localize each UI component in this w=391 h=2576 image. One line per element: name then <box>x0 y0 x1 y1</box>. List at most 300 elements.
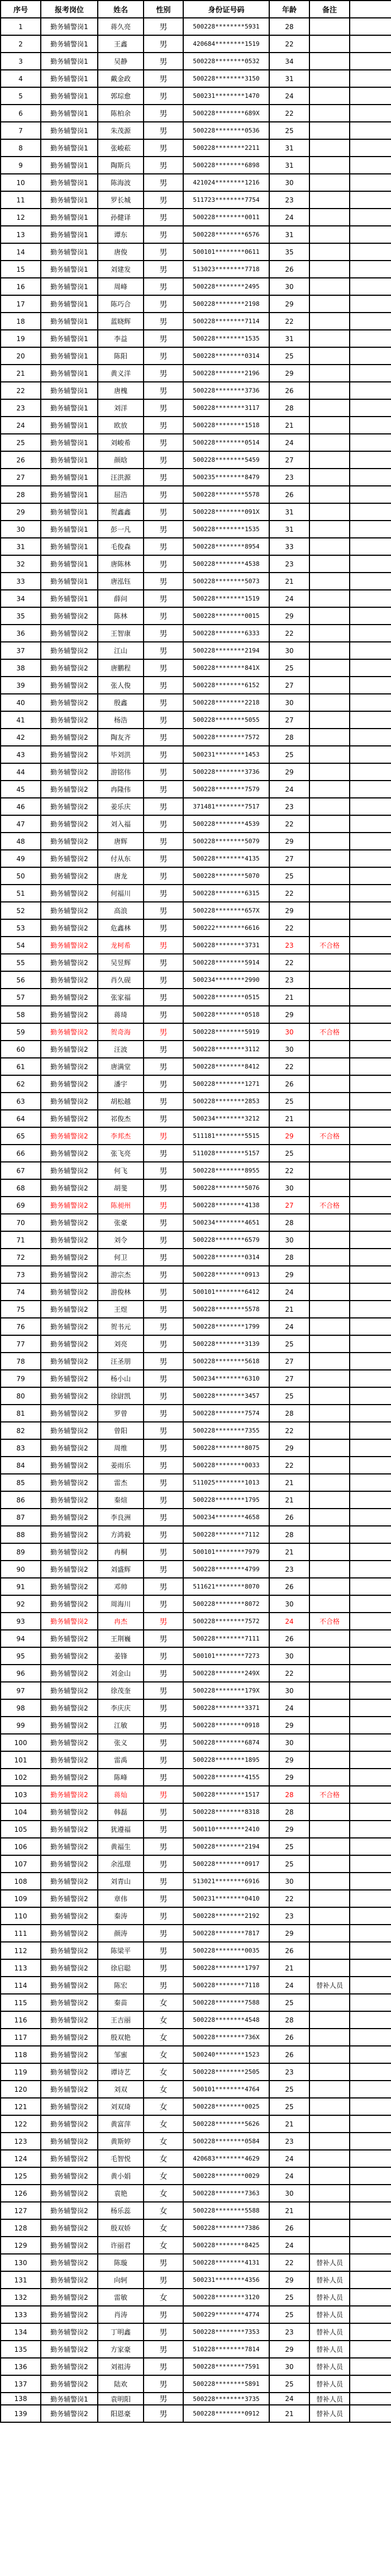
cell-remark <box>309 434 350 451</box>
cell-remark <box>309 1058 350 1075</box>
cell-name: 李庆庆 <box>98 1699 144 1717</box>
cell-remark <box>309 1942 350 1959</box>
cell-blank <box>350 347 391 365</box>
cell-id-number: 500228********7572 <box>183 729 269 746</box>
cell-blank <box>350 763 391 781</box>
cell-remark <box>309 2167 350 2185</box>
cell-gender: 男 <box>144 1682 183 1699</box>
cell-age: 25 <box>269 1855 309 1873</box>
cell-age: 23 <box>269 469 309 486</box>
header-row <box>1 1 391 18</box>
cell-serial: 107 <box>1 1855 41 1873</box>
cell-gender: 男 <box>144 1751 183 1769</box>
cell-gender: 男 <box>144 1491 183 1509</box>
cell-name: 陈柏余 <box>98 105 144 122</box>
cell-remark <box>309 209 350 226</box>
cell-age: 23 <box>269 798 309 815</box>
cell-serial: 82 <box>1 1422 41 1439</box>
cell-id-number: 500231********1453 <box>183 746 269 763</box>
cell-blank <box>350 105 391 122</box>
table-row <box>1 833 391 850</box>
cell-id-number: 500228********4539 <box>183 815 269 833</box>
cell-name: 唐龙 <box>98 867 144 885</box>
table-row <box>1 815 391 833</box>
cell-name: 王煜 <box>98 1301 144 1318</box>
cell-serial: 24 <box>1 417 41 434</box>
cell-blank <box>350 503 391 521</box>
cell-post: 勤务辅警岗2 <box>41 1387 98 1405</box>
cell-serial: 104 <box>1 1803 41 1821</box>
cell-blank <box>350 2393 391 2405</box>
cell-id-number: 500228********2194 <box>183 1838 269 1855</box>
cell-age: 22 <box>269 919 309 937</box>
cell-post: 勤务辅警岗2 <box>41 2271 98 2289</box>
cell-blank <box>350 1127 391 1145</box>
cell-gender: 男 <box>144 174 183 191</box>
table-row <box>1 278 391 295</box>
cell-name: 胡斐 <box>98 1179 144 1197</box>
cell-blank <box>350 555 391 573</box>
cell-remark: 不合格 <box>309 937 350 954</box>
cell-blank <box>350 1647 391 1665</box>
cell-remark <box>309 763 350 781</box>
table-row <box>1 1994 391 2011</box>
cell-id-number: 500228********2853 <box>183 1093 269 1110</box>
cell-post: 勤务辅警岗1 <box>41 226 98 243</box>
cell-name: 唐满堂 <box>98 1058 144 1075</box>
cell-id-number: 500228********1799 <box>183 1318 269 1335</box>
cell-blank <box>350 1786 391 1803</box>
cell-id-number: 500231********0410 <box>183 1890 269 1907</box>
cell-post: 勤务辅警岗1 <box>41 18 98 35</box>
cell-id-number: 500228********0029 <box>183 2167 269 2185</box>
cell-name: 唐槐 <box>98 382 144 399</box>
cell-gender: 男 <box>144 1058 183 1075</box>
cell-name: 张峻菘 <box>98 139 144 157</box>
cell-age: 22 <box>269 625 309 642</box>
cell-id-number: 500228********8412 <box>183 1058 269 1075</box>
cell-id-number: 500228********2211 <box>183 139 269 157</box>
cell-gender: 男 <box>144 486 183 503</box>
cell-age: 23 <box>269 971 309 989</box>
cell-serial: 89 <box>1 1543 41 1561</box>
cell-gender: 女 <box>144 2133 183 2150</box>
cell-age: 24 <box>269 87 309 105</box>
cell-gender: 男 <box>144 1734 183 1751</box>
cell-blank <box>350 1925 391 1942</box>
cell-age: 22 <box>269 885 309 902</box>
cell-blank <box>350 781 391 798</box>
cell-id-number: 513021********6916 <box>183 1873 269 1890</box>
cell-remark <box>309 399 350 417</box>
cell-remark <box>309 1457 350 1474</box>
cell-remark <box>309 2185 350 2202</box>
cell-post: 勤务辅警岗1 <box>41 53 98 70</box>
cell-blank <box>350 1474 391 1491</box>
cell-serial: 42 <box>1 729 41 746</box>
cell-age: 27 <box>269 1353 309 1370</box>
cell-id-number: 511028********5157 <box>183 1145 269 1162</box>
cell-id-number: 500228********1517 <box>183 1786 269 1803</box>
cell-gender: 男 <box>144 1821 183 1838</box>
cell-blank <box>350 2081 391 2098</box>
cell-age: 25 <box>269 2375 309 2393</box>
table-row <box>1 2271 391 2289</box>
cell-blank <box>350 1231 391 1249</box>
cell-serial: 27 <box>1 469 41 486</box>
cell-post: 勤务辅警岗1 <box>41 555 98 573</box>
cell-gender: 男 <box>144 1197 183 1214</box>
cell-name: 陶斯兵 <box>98 157 144 174</box>
table-row <box>1 573 391 590</box>
cell-name: 邹蜜 <box>98 2046 144 2063</box>
cell-blank <box>350 330 391 347</box>
cell-post: 勤务辅警岗2 <box>41 2029 98 2046</box>
cell-gender: 女 <box>144 2237 183 2254</box>
cell-post: 勤务辅警岗2 <box>41 2011 98 2029</box>
cell-age: 25 <box>269 347 309 365</box>
cell-post: 勤务辅警岗1 <box>41 278 98 295</box>
cell-post: 勤务辅警岗2 <box>41 850 98 867</box>
cell-gender: 男 <box>144 1561 183 1578</box>
cell-id-number: 500231********4356 <box>183 2271 269 2289</box>
cell-id-number: 500228********7353 <box>183 2323 269 2341</box>
cell-post: 勤务辅警岗2 <box>41 2133 98 2150</box>
cell-gender: 男 <box>144 243 183 261</box>
cell-blank <box>350 2289 391 2306</box>
cell-age: 24 <box>269 1318 309 1335</box>
cell-remark: 替补人员 <box>309 2254 350 2271</box>
cell-serial: 18 <box>1 313 41 330</box>
cell-name: 徐茂奎 <box>98 1682 144 1699</box>
cell-gender: 男 <box>144 1006 183 1023</box>
cell-name: 胡松越 <box>98 1093 144 1110</box>
cell-name: 陈海波 <box>98 174 144 191</box>
cell-post: 勤务辅警岗2 <box>41 1578 98 1595</box>
cell-name: 罗曾 <box>98 1405 144 1422</box>
cell-name: 犹遵福 <box>98 1821 144 1838</box>
cell-blank <box>350 1041 391 1058</box>
cell-remark <box>309 573 350 590</box>
cell-gender: 男 <box>144 1925 183 1942</box>
cell-gender: 男 <box>144 1214 183 1231</box>
cell-post: 勤务辅警岗2 <box>41 642 98 659</box>
cell-gender: 男 <box>144 191 183 209</box>
cell-id-number: 500228********7817 <box>183 1925 269 1942</box>
cell-age: 22 <box>269 954 309 971</box>
cell-age: 27 <box>269 451 309 469</box>
cell-serial: 112 <box>1 1942 41 1959</box>
cell-serial: 20 <box>1 347 41 365</box>
cell-blank <box>350 659 391 677</box>
table-row <box>1 1647 391 1665</box>
cell-id-number: 500228********6579 <box>183 1231 269 1249</box>
table-row <box>1 139 391 157</box>
cell-name: 秦苗 <box>98 1994 144 2011</box>
cell-age: 21 <box>269 1301 309 1318</box>
cell-blank <box>350 1249 391 1266</box>
cell-blank <box>350 1751 391 1769</box>
cell-age: 28 <box>269 2011 309 2029</box>
cell-name: 丁明鑫 <box>98 2323 144 2341</box>
cell-post: 勤务辅警岗2 <box>41 1457 98 1474</box>
cell-gender: 男 <box>144 70 183 87</box>
cell-blank <box>350 746 391 763</box>
cell-name: 游俊林 <box>98 1283 144 1301</box>
cell-gender: 男 <box>144 521 183 538</box>
cell-remark <box>309 902 350 919</box>
cell-age: 26 <box>269 2029 309 2046</box>
cell-serial: 21 <box>1 365 41 382</box>
cell-age: 29 <box>269 1925 309 1942</box>
cell-post: 勤务辅警岗1 <box>41 417 98 434</box>
cell-age: 28 <box>269 1803 309 1821</box>
cell-id-number: 500228********2194 <box>183 642 269 659</box>
cell-age: 30 <box>269 1647 309 1665</box>
cell-remark <box>309 954 350 971</box>
cell-name: 江敏 <box>98 1717 144 1734</box>
cell-age: 34 <box>269 53 309 70</box>
table-row <box>1 243 391 261</box>
cell-id-number: 500228********5578 <box>183 1301 269 1318</box>
cell-blank <box>350 1821 391 1838</box>
cell-serial: 61 <box>1 1058 41 1075</box>
cell-gender: 男 <box>144 53 183 70</box>
cell-remark <box>309 1179 350 1197</box>
cell-age: 28 <box>269 1249 309 1266</box>
table-row <box>1 434 391 451</box>
table-row <box>1 1873 391 1890</box>
cell-blank <box>350 2185 391 2202</box>
table-row <box>1 469 391 486</box>
cell-remark <box>309 1959 350 1977</box>
cell-serial: 116 <box>1 2011 41 2029</box>
cell-id-number: 500228********6333 <box>183 625 269 642</box>
cell-blank <box>350 87 391 105</box>
cell-serial: 99 <box>1 1717 41 1734</box>
cell-age: 24 <box>269 781 309 798</box>
table-row <box>1 850 391 867</box>
cell-remark: 替补人员 <box>309 2393 350 2405</box>
cell-age: 26 <box>269 1075 309 1093</box>
cell-id-number: 500228********2192 <box>183 1907 269 1925</box>
cell-name: 张义 <box>98 1734 144 1751</box>
cell-gender: 男 <box>144 1162 183 1179</box>
cell-remark <box>309 1647 350 1665</box>
cell-age: 22 <box>269 1162 309 1179</box>
header-gender: 性别 <box>144 1 183 18</box>
cell-name: 唐泓钰 <box>98 573 144 590</box>
cell-gender: 男 <box>144 659 183 677</box>
cell-gender: 男 <box>144 122 183 139</box>
cell-id-number: 500228********0536 <box>183 122 269 139</box>
cell-blank <box>350 989 391 1006</box>
cell-name: 何福川 <box>98 885 144 902</box>
cell-serial: 14 <box>1 243 41 261</box>
cell-blank <box>350 677 391 694</box>
cell-id-number: 500228********1271 <box>183 1075 269 1093</box>
cell-post: 勤务辅警岗2 <box>41 815 98 833</box>
cell-id-number: 500228********3731 <box>183 937 269 954</box>
table-row <box>1 1162 391 1179</box>
cell-age: 29 <box>269 833 309 850</box>
cell-id-number: 500228********7111 <box>183 1630 269 1647</box>
cell-id-number: 500228********1535 <box>183 521 269 538</box>
cell-age: 26 <box>269 1630 309 1647</box>
cell-post: 勤务辅警岗2 <box>41 1682 98 1699</box>
cell-post: 勤务辅警岗2 <box>41 919 98 937</box>
cell-post: 勤务辅警岗2 <box>41 2219 98 2237</box>
cell-remark <box>309 815 350 833</box>
cell-remark <box>309 1266 350 1283</box>
cell-post: 勤务辅警岗2 <box>41 2358 98 2375</box>
cell-serial: 29 <box>1 503 41 521</box>
cell-blank <box>350 2167 391 2185</box>
cell-name: 蒋琦 <box>98 1006 144 1023</box>
cell-id-number: 500228********3112 <box>183 1041 269 1058</box>
cell-remark <box>309 87 350 105</box>
table-row <box>1 2133 391 2150</box>
cell-remark <box>309 1890 350 1907</box>
cell-name: 张飞亮 <box>98 1145 144 1162</box>
cell-serial: 40 <box>1 694 41 711</box>
cell-id-number: 500228********0913 <box>183 1266 269 1283</box>
cell-serial: 44 <box>1 763 41 781</box>
cell-age: 25 <box>269 2306 309 2323</box>
cell-serial: 47 <box>1 815 41 833</box>
cell-post: 勤务辅警岗2 <box>41 781 98 798</box>
cell-remark <box>309 1630 350 1647</box>
cell-serial: 117 <box>1 2029 41 2046</box>
cell-gender: 男 <box>144 1578 183 1595</box>
cell-id-number: 500228********2495 <box>183 278 269 295</box>
cell-serial: 81 <box>1 1405 41 1422</box>
table-row <box>1 1526 391 1543</box>
cell-name: 许丽君 <box>98 2237 144 2254</box>
cell-serial: 39 <box>1 677 41 694</box>
cell-blank <box>350 1613 391 1630</box>
cell-blank <box>350 885 391 902</box>
cell-name: 陈巧合 <box>98 295 144 313</box>
cell-serial: 25 <box>1 434 41 451</box>
cell-gender: 女 <box>144 2202 183 2219</box>
cell-remark <box>309 1994 350 2011</box>
cell-blank <box>350 1266 391 1283</box>
cell-blank <box>350 1509 391 1526</box>
cell-blank <box>350 365 391 382</box>
cell-name: 李益 <box>98 330 144 347</box>
header-name: 姓名 <box>98 1 144 18</box>
cell-id-number: 500228********249X <box>183 1665 269 1682</box>
cell-remark <box>309 521 350 538</box>
cell-serial: 96 <box>1 1665 41 1682</box>
cell-id-number: 500228********0515 <box>183 989 269 1006</box>
cell-age: 27 <box>269 711 309 729</box>
cell-gender: 男 <box>144 1699 183 1717</box>
cell-blank <box>350 1855 391 1873</box>
cell-serial: 109 <box>1 1890 41 1907</box>
table-row <box>1 1266 391 1283</box>
cell-name: 毛俊森 <box>98 538 144 555</box>
cell-id-number: 500228********2196 <box>183 365 269 382</box>
cell-gender: 男 <box>144 781 183 798</box>
cell-remark: 替补人员 <box>309 1977 350 1994</box>
cell-remark <box>309 1769 350 1786</box>
cell-age: 22 <box>269 1457 309 1474</box>
cell-remark <box>309 711 350 729</box>
cell-serial: 128 <box>1 2219 41 2237</box>
cell-remark <box>309 1335 350 1353</box>
cell-name: 汪圣朋 <box>98 1353 144 1370</box>
table-row <box>1 937 391 954</box>
cell-post: 勤务辅警岗2 <box>41 1786 98 1803</box>
table-row <box>1 1318 391 1335</box>
cell-name: 冉隆伟 <box>98 781 144 798</box>
cell-name: 殷鑫 <box>98 694 144 711</box>
cell-remark <box>309 1925 350 1942</box>
cell-remark: 替补人员 <box>309 2358 350 2375</box>
cell-blank <box>350 2254 391 2271</box>
cell-remark <box>309 833 350 850</box>
cell-age: 25 <box>269 659 309 677</box>
cell-name: 杨浩 <box>98 711 144 729</box>
cell-serial: 121 <box>1 2098 41 2115</box>
cell-name: 殷双艳 <box>98 2029 144 2046</box>
cell-id-number: 421024********1216 <box>183 174 269 191</box>
cell-gender: 男 <box>144 1041 183 1058</box>
cell-name: 刘建发 <box>98 261 144 278</box>
cell-name: 唐陈林 <box>98 555 144 573</box>
cell-age: 29 <box>269 1439 309 1457</box>
cell-id-number: 500228********0918 <box>183 1717 269 1734</box>
cell-gender: 男 <box>144 885 183 902</box>
cell-name: 黄富萍 <box>98 2115 144 2133</box>
cell-gender: 男 <box>144 919 183 937</box>
cell-age: 27 <box>269 677 309 694</box>
cell-age: 21 <box>269 417 309 434</box>
cell-id-number: 500228********5891 <box>183 2375 269 2393</box>
cell-remark <box>309 1006 350 1023</box>
cell-remark <box>309 1422 350 1439</box>
cell-serial: 28 <box>1 486 41 503</box>
cell-blank <box>350 1023 391 1041</box>
cell-remark <box>309 677 350 694</box>
table-row <box>1 1578 391 1595</box>
table-row <box>1 122 391 139</box>
cell-blank <box>350 2237 391 2254</box>
table-row <box>1 763 391 781</box>
cell-blank <box>350 209 391 226</box>
cell-remark <box>309 313 350 330</box>
cell-remark <box>309 365 350 382</box>
table-row <box>1 607 391 625</box>
cell-name: 阳恩豪 <box>98 2405 144 2422</box>
cell-name: 唐鹏程 <box>98 659 144 677</box>
cell-name: 郭琮愈 <box>98 87 144 105</box>
cell-remark <box>309 1301 350 1318</box>
cell-gender: 男 <box>144 1838 183 1855</box>
cell-post: 勤务辅警岗1 <box>41 105 98 122</box>
cell-gender: 男 <box>144 1266 183 1283</box>
cell-age: 28 <box>269 399 309 417</box>
cell-gender: 男 <box>144 1647 183 1665</box>
table-row <box>1 2393 391 2405</box>
cell-serial: 138 <box>1 2393 41 2405</box>
cell-remark <box>309 1821 350 1838</box>
cell-serial: 52 <box>1 902 41 919</box>
cell-remark <box>309 1353 350 1370</box>
cell-post: 勤务辅警岗2 <box>41 2341 98 2358</box>
